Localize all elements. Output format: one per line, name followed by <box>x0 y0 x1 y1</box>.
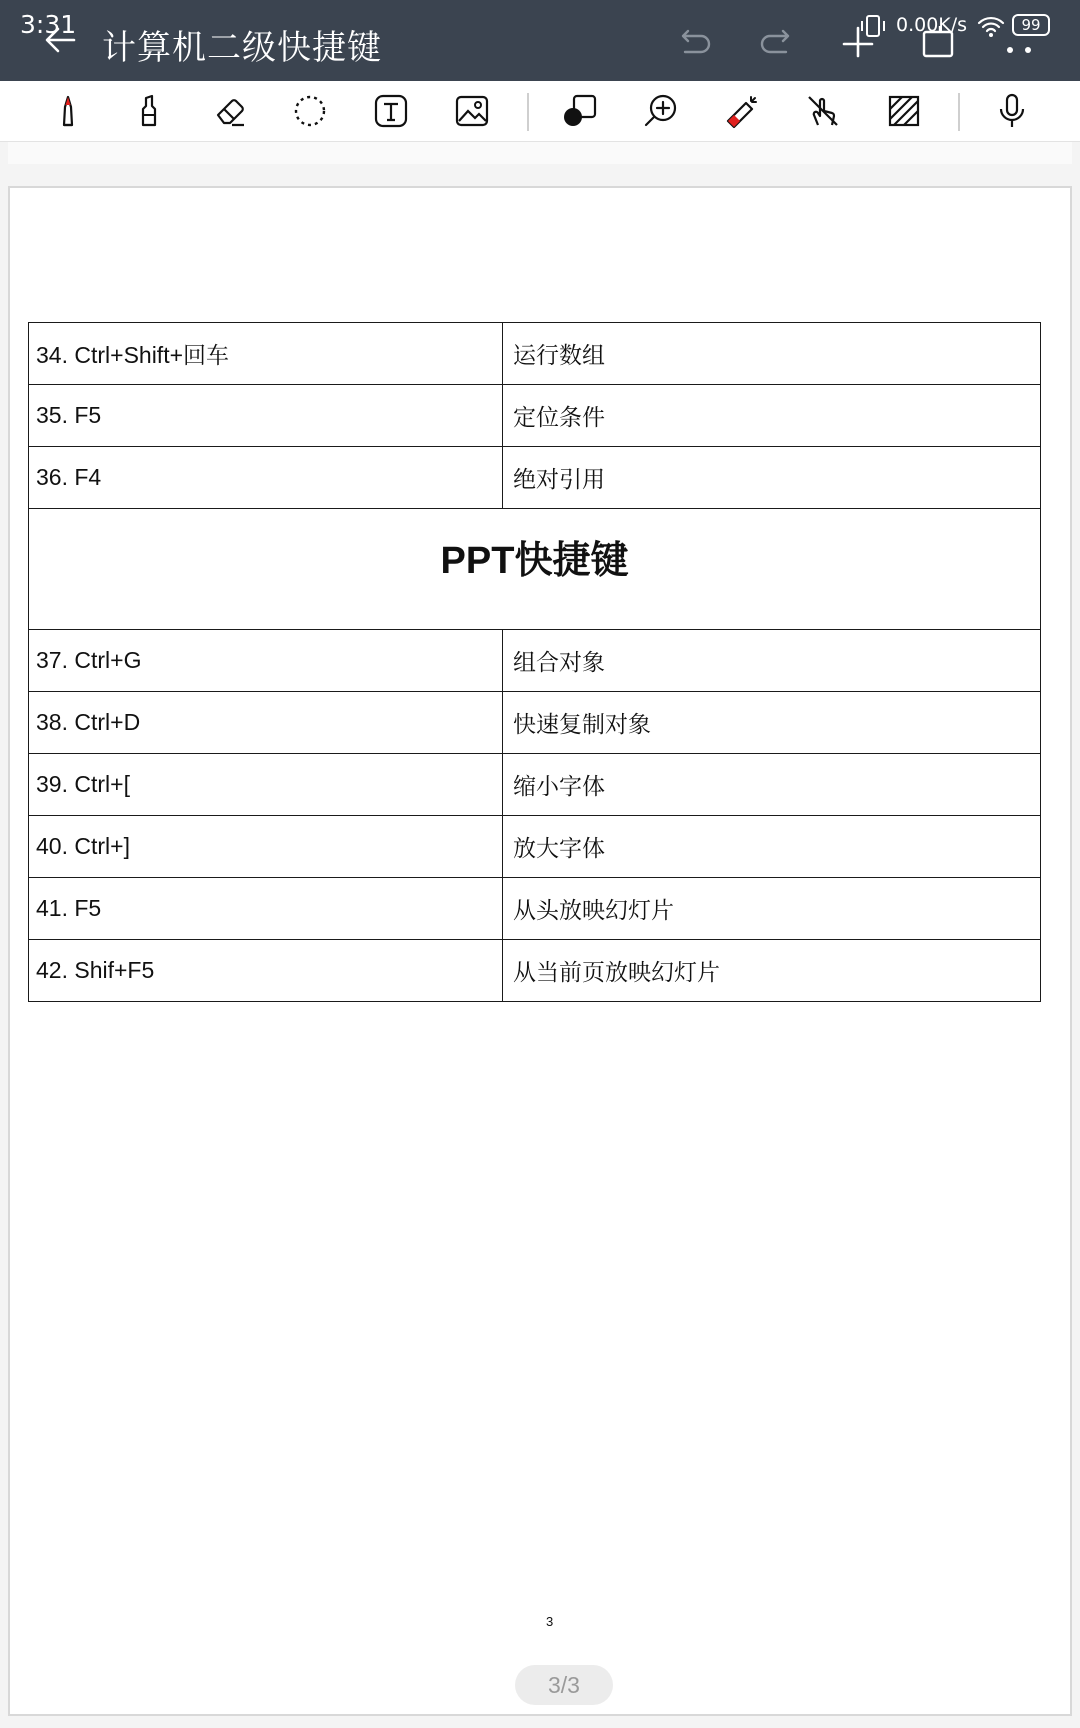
shortcut-table <box>28 322 1041 1002</box>
document-title: 计算机二级快捷键 <box>102 28 382 68</box>
document-page[interactable] <box>8 186 1072 1716</box>
table-row <box>29 447 1041 509</box>
shortcut-description: 定位条件 <box>503 385 1041 447</box>
table-row <box>29 754 1041 816</box>
shortcut-description: 组合对象 <box>503 630 1041 692</box>
battery-level: 99 <box>1021 16 1041 34</box>
voice-record-tool[interactable] <box>990 89 1034 133</box>
shortcut-description: 从头放映幻灯片 <box>503 878 1041 940</box>
shortcut-key: 34. Ctrl+Shift+回车 <box>29 323 503 385</box>
more-options-icon[interactable] <box>1002 38 1038 58</box>
shortcut-key: 40. Ctrl+] <box>29 816 503 878</box>
vibrate-icon <box>858 12 888 42</box>
lasso-select-icon <box>290 91 330 131</box>
toolbar-divider <box>527 93 529 131</box>
eraser-tool[interactable] <box>208 89 252 133</box>
shortcut-description: 放大字体 <box>503 816 1041 878</box>
zoom-tool[interactable] <box>639 89 683 133</box>
status-time: 3:31 <box>20 10 77 39</box>
highlighter-tool[interactable] <box>127 89 171 133</box>
fill-pattern-tool[interactable] <box>882 89 926 133</box>
page-indicator[interactable]: 3/3 <box>515 1665 613 1705</box>
image-icon <box>452 91 492 131</box>
shortcut-key: 39. Ctrl+[ <box>29 754 503 816</box>
pen-tool[interactable] <box>46 89 90 133</box>
hatch-fill-icon <box>884 91 924 131</box>
shortcut-key: 41. F5 <box>29 878 503 940</box>
redo-icon[interactable] <box>756 22 796 62</box>
network-speed: 0.00K/s <box>896 14 968 36</box>
toolbar-divider <box>958 93 960 131</box>
shortcut-key: 42. Shif+F5 <box>29 940 503 1002</box>
table-row <box>29 323 1041 385</box>
page-view-icon[interactable] <box>918 22 958 62</box>
table-row <box>29 385 1041 447</box>
table-row <box>29 692 1041 754</box>
eraser-icon <box>210 91 250 131</box>
shortcut-description: 运行数组 <box>503 323 1041 385</box>
shortcut-key: 36. F4 <box>29 447 503 509</box>
laser-pointer-icon <box>722 91 762 131</box>
shape-icon <box>560 91 600 131</box>
lasso-tool[interactable] <box>288 89 332 133</box>
top-app-bar <box>0 0 1080 81</box>
zoom-in-icon <box>641 91 681 131</box>
table-row <box>29 816 1041 878</box>
shortcut-description: 缩小字体 <box>503 754 1041 816</box>
image-tool[interactable] <box>450 89 494 133</box>
pen-icon <box>48 91 88 131</box>
text-box-icon <box>371 91 411 131</box>
page-number: 3 <box>546 1614 554 1629</box>
previous-page-edge <box>8 142 1072 164</box>
shortcut-description: 从当前页放映幻灯片 <box>503 940 1041 1002</box>
shortcut-description: 绝对引用 <box>503 447 1041 509</box>
shape-tool[interactable] <box>558 89 602 133</box>
touch-draw-icon <box>803 91 843 131</box>
drawing-toolbar <box>0 81 1080 142</box>
laser-pointer-tool[interactable] <box>720 89 764 133</box>
section-title: PPT快捷键 <box>29 509 1041 630</box>
undo-icon[interactable] <box>675 22 715 62</box>
shortcut-description: 快速复制对象 <box>503 692 1041 754</box>
microphone-icon <box>992 91 1032 131</box>
back-arrow-icon[interactable] <box>40 20 80 60</box>
touch-draw-tool[interactable] <box>801 89 845 133</box>
section-header-row <box>29 509 1041 630</box>
text-tool[interactable] <box>369 89 413 133</box>
highlighter-icon <box>129 91 169 131</box>
table-row <box>29 940 1041 1002</box>
shortcut-key: 38. Ctrl+D <box>29 692 503 754</box>
table-row <box>29 878 1041 940</box>
shortcut-key: 37. Ctrl+G <box>29 630 503 692</box>
battery-icon <box>1012 14 1050 36</box>
shortcut-key: 35. F5 <box>29 385 503 447</box>
table-row <box>29 630 1041 692</box>
